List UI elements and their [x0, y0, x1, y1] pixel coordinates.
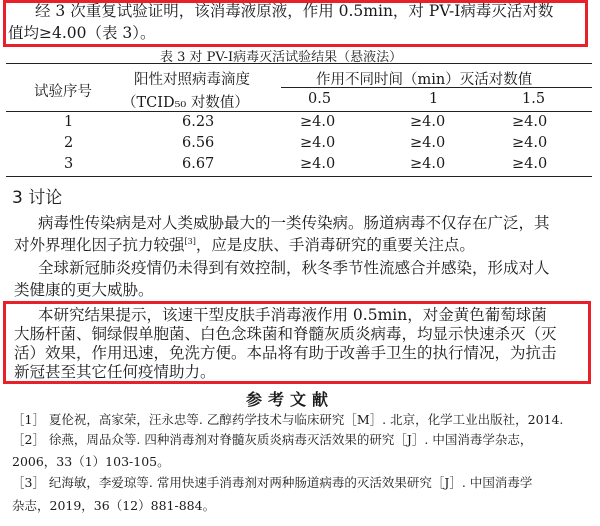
- discussion-p3-line1: 本研究结果提示，该速干型皮肤手消毒液作用 0.5min，对金黄色葡萄球菌: [38, 306, 547, 324]
- table-cell-v1-2: ≥4.0: [300, 135, 336, 151]
- table-cell-titer-2: 6.56: [182, 135, 215, 151]
- discussion-p3-line2: 大肠杆菌、铜绿假单胞菌、白色念珠菌和脊髓灰质炎病毒，均显示快速杀灭（灭: [14, 325, 557, 343]
- table-header-titer-line1: 阳性对照病毒滴度: [134, 72, 250, 88]
- table-header-seq: 试验序号: [34, 84, 92, 100]
- discussion-p1-line1: 病毒性传染病是对人类威胁最大的一类传染病。肠道病毒不仅存在广泛，其: [38, 214, 550, 232]
- table-cell-seq-3: 3: [64, 156, 74, 172]
- table-cell-titer-3: 6.67: [182, 156, 215, 172]
- table-cell-v3-2: ≥4.0: [512, 135, 548, 151]
- result-paragraph-line1: 经 3 次重复试验证明，该消毒液原液，作用 0.5min，对 PV-Ⅰ病毒灭活对数: [35, 2, 554, 20]
- table-cell-v1-3: ≥4.0: [300, 156, 336, 172]
- table-cell-seq-2: 2: [64, 135, 74, 151]
- discussion-p2-line1: 全球新冠肺炎疫情仍未得到有效控制，秋冬季节性流感合并感染，形成对人: [38, 259, 550, 277]
- discussion-p3-line4: 新冠甚至其它任何疫情助力。: [14, 363, 216, 381]
- table-header-time-3: 1.5: [522, 91, 546, 107]
- discussion-p3-line3: 活）效果，作用迅速，免洗方便。本品将有助于改善手卫生的执行情况，为抗击: [14, 344, 557, 362]
- table-top-rule: [6, 63, 592, 64]
- table-cell-titer-1: 6.23: [182, 114, 215, 130]
- table-bottom-rule: [6, 176, 592, 177]
- table-caption: 表 3 对 PV-Ⅰ病毒灭活试验结果（悬液法）: [160, 50, 403, 65]
- discussion-p1-line2: 对外界理化因子抗力较强[3]，应是皮肤、手消毒研究的重要关注点。: [14, 236, 475, 254]
- reference-1: ［1］ 夏伦祝，高家荣，汪永忠等. 乙醇药学技术与临床研究［M］. 北京，化学工业出版社，2014.: [12, 412, 564, 427]
- result-paragraph-line2: 值均≥4.00（表 3）。: [8, 24, 156, 42]
- reference-3-line2: 杂志，2019，36（12）881-884。: [12, 498, 216, 513]
- table-header-titer-line2: （TCID₅₀ 对数值）: [122, 95, 249, 111]
- table-cell-v3-1: ≥4.0: [512, 114, 548, 130]
- table-cell-v1-1: ≥4.0: [300, 114, 336, 130]
- reference-2-line1: ［2］ 徐燕，周品众等. 四种消毒剂对脊髓灰质炎病毒灭活效果的研究［J］. 中国消毒学杂志，: [12, 432, 533, 447]
- section-heading: 3 讨论: [12, 188, 63, 208]
- table-header-time-group: 作用不同时间（min）灭活对数值: [316, 72, 533, 88]
- table-header-time-2: 1: [429, 91, 439, 107]
- table-header-time-1: 0.5: [308, 91, 332, 107]
- references-heading: 参考文献: [246, 390, 335, 409]
- table-cell-v3-3: ≥4.0: [512, 156, 548, 172]
- table-group-rule: [281, 87, 592, 88]
- discussion-p2-line2: 类健康的更大威胁。: [14, 281, 154, 299]
- table-cell-v2-3: ≥4.0: [410, 156, 446, 172]
- table-cell-v2-1: ≥4.0: [410, 114, 446, 130]
- reference-3-line1: ［3］ 纪海敏，李爱琼等. 常用快速手消毒剂对两种肠道病毒的灭活效果研究［J］. 中国消毒学: [12, 475, 533, 490]
- reference-2-line2: 2006，33（1）103-105。: [12, 454, 170, 469]
- table-cell-v2-2: ≥4.0: [410, 135, 446, 151]
- table-header-rule: [6, 111, 592, 112]
- table-cell-seq-1: 1: [64, 114, 74, 130]
- citation-3[interactable]: [3]: [184, 236, 196, 246]
